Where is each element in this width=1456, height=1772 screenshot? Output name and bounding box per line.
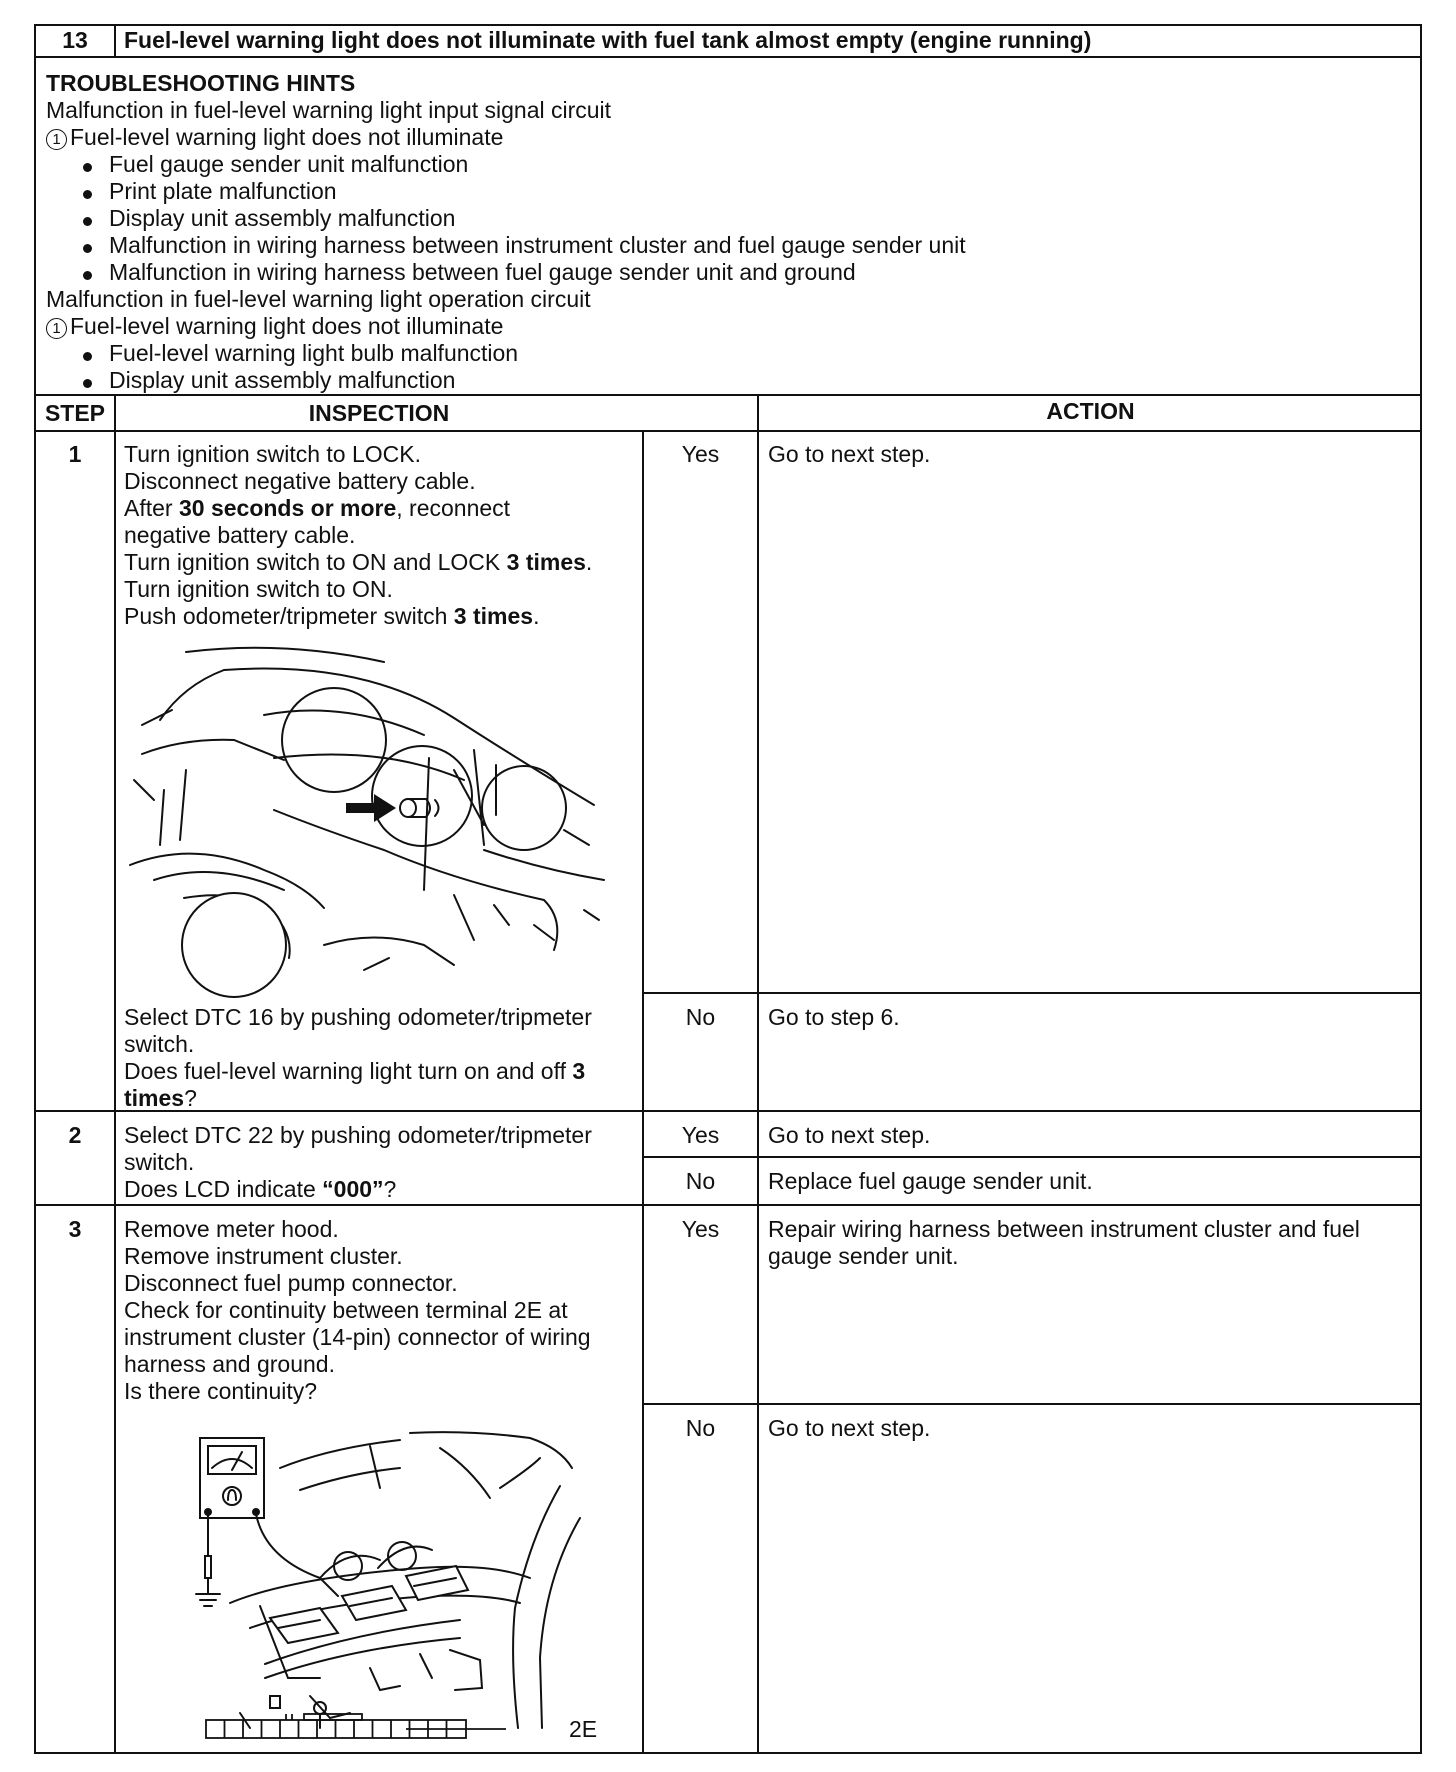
instruction-line: After 30 seconds or more, reconnect [124,495,511,521]
circled-number-marker: 1 [46,318,67,339]
hints-group1-item: 1 Fuel-level warning light does not illuminate [46,124,503,152]
instruction-line: Disconnect fuel pump connector. [124,1270,458,1296]
hints-group1-title: Malfunction in fuel-level warning light input signal circuit [46,97,612,123]
step-column-divider [114,394,116,1754]
ground-icon [196,1594,220,1606]
bullet-icon [83,163,92,172]
instruction-line: Turn ignition switch to ON and LOCK 3 times. [124,549,593,575]
ohmmeter-continuity-illustration [170,1428,610,1738]
instruction-line: negative battery cable. [124,522,356,548]
step1-no-action: Go to step 6. [768,1004,900,1030]
instruction-line: Turn ignition switch to ON. [124,576,393,602]
hints-bullet: Display unit assembly malfunction [109,205,456,231]
step3-no-label: No [685,1415,716,1441]
step3-yes-label: Yes [681,1216,720,1242]
instrument-cluster-illustration [124,640,624,980]
column-header-action: ACTION [1046,398,1135,424]
step2-yes-no-divider [642,1156,1422,1158]
instruction-line: switch. [124,1031,195,1057]
instruction-line: Push odometer/tripmeter switch 3 times. [124,603,540,629]
step3-yes-action-line: gauge sender unit. [768,1243,959,1269]
instruction-line: Remove instrument cluster. [124,1243,403,1269]
instruction-line: Remove meter hood. [124,1216,339,1242]
step1-no-label: No [685,1004,716,1030]
column-header-inspection: INSPECTION [308,400,450,426]
step2-no-label: No [685,1168,716,1194]
bullet-icon [83,190,92,199]
instruction-line: times? [124,1085,197,1111]
step-number: 2 [68,1122,82,1148]
step3-no-action: Go to next step. [768,1415,931,1441]
hints-group2-item: 1 Fuel-level warning light does not illuminate [46,313,503,341]
hints-bullet: Malfunction in wiring harness between instrument cluster and fuel gauge sender unit [109,232,966,258]
step1-yes-action: Go to next step. [768,441,931,467]
bullet-icon [83,379,92,388]
step1-yes-label: Yes [681,441,720,467]
column-header-step: STEP [44,400,106,426]
step2-no-action: Replace fuel gauge sender unit. [768,1168,1093,1194]
instruction-line: Select DTC 16 by pushing odometer/tripmeter [124,1004,592,1030]
bullet-icon [83,217,92,226]
step3-yes-action-line: Repair wiring harness between instrument cluster and fuel [768,1216,1360,1242]
step3-yes-no-divider [642,1403,1422,1405]
instruction-line: instrument cluster (14-pin) connector of wiring [124,1324,591,1350]
hints-bullet: Display unit assembly malfunction [109,367,456,393]
step2-yes-action: Go to next step. [768,1122,931,1148]
instruction-line: Select DTC 22 by pushing odometer/tripmeter [124,1122,592,1148]
step1-divider [34,1110,1422,1112]
arrow-right-icon [346,794,396,822]
circled-number-marker: 1 [46,129,67,150]
instruction-line: Check for continuity between terminal 2E at [124,1297,568,1323]
connector-pin-diagram [206,1712,526,1742]
instruction-line: harness and ground. [124,1351,335,1377]
hints-group2-title: Malfunction in fuel-level warning light operation circuit [46,286,591,312]
bullet-icon [83,271,92,280]
hints-heading: TROUBLESHOOTING HINTS [46,70,356,96]
step1-yes-no-divider [642,992,1422,994]
procedure-title: Fuel-level warning light does not illuminate with fuel tank almost empty (engine running) [124,27,1092,53]
action-column-divider [757,394,759,1754]
title-number-divider [114,24,116,58]
instruction-line: switch. [124,1149,195,1175]
step-number: 3 [68,1216,82,1242]
step2-divider [34,1204,1422,1206]
procedure-number: 13 [62,27,88,53]
instruction-line: Is there continuity? [124,1378,318,1404]
hints-bullet: Malfunction in wiring harness between fuel gauge sender unit and ground [109,259,856,285]
step-number: 1 [68,441,82,467]
hints-bullet: Print plate malfunction [109,178,337,204]
step2-yes-label: Yes [681,1122,720,1148]
hints-bullet: Fuel gauge sender unit malfunction [109,151,469,177]
terminal-2e-label: 2E [569,1716,598,1742]
bullet-icon [83,352,92,361]
yes-no-column-divider [642,430,644,1754]
title-divider [34,56,1422,58]
instruction-line: Does LCD indicate “000”? [124,1176,397,1202]
instruction-line: Turn ignition switch to LOCK. [124,441,421,467]
column-header-divider [34,430,1422,432]
instruction-line: Does fuel-level warning light turn on and off 3 [124,1058,586,1084]
hints-bullet: Fuel-level warning light bulb malfunction [109,340,519,366]
bullet-icon [83,244,92,253]
instruction-line: Disconnect negative battery cable. [124,468,476,494]
